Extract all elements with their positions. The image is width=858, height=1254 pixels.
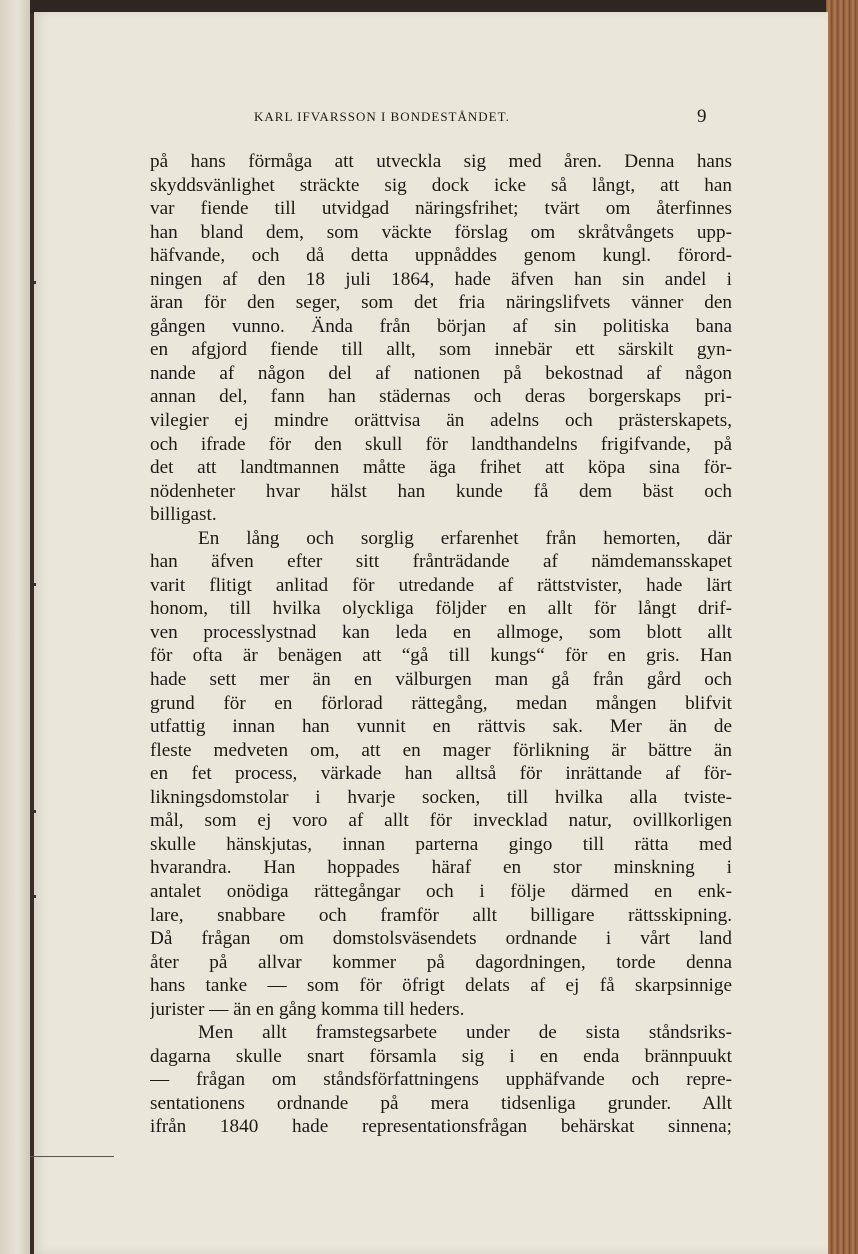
text-line: och ifrade för den skull för landthandelns frigifvande, på xyxy=(150,433,732,455)
text-line: häfvande, och då detta uppnåddes genom kungl. förord- xyxy=(150,245,732,267)
running-head: KARL IFVARSSON I BONDESTÅNDET. xyxy=(254,109,510,124)
text-line: antalet onödiga rättegångar och i följe därmed en enk- xyxy=(150,880,732,902)
text-line: — frågan om ståndsförfattningens upphäfvande och repre- xyxy=(150,1069,732,1091)
text-line: mål, som ej voro af allt för invecklad natur, ovillkorligen xyxy=(150,810,732,832)
text-line: en fet process, värkade han alltså för inrättande af för- xyxy=(150,763,732,785)
text-line: skyddsvänlighet sträckte sig dock icke så långt, att han xyxy=(150,174,732,196)
text-line: hans tanke — som för öfrigt delats af ej få skarpsinnige xyxy=(150,975,732,997)
text-line: det att landtmannen måtte äga frihet att köpa sina för- xyxy=(150,457,732,479)
text-line: på hans förmåga att utveckla sig med åren. Denna hans xyxy=(150,151,732,172)
text-line: nande af någon del af nationen på bekostnad af någon xyxy=(150,362,732,384)
text-line: skulle hänskjutas, innan parterna gingo till rätta med xyxy=(150,833,732,855)
text-line: likningsdomstolar i hvarje socken, till hvilka alla tviste- xyxy=(150,786,732,808)
text-line: ven processlystnad kan leda en allmoge, som blott allt xyxy=(150,621,732,643)
text-line: hvarandra. Han hoppades häraf en stor minskning i xyxy=(150,857,732,879)
text-line: han äfven efter sitt frånträdande af nämdemansskapet xyxy=(150,551,732,573)
margin-speck xyxy=(32,583,36,586)
text-line: nödenheter hvar hälst han kunde få dem bäst och xyxy=(150,480,732,502)
text-line: Då frågan om domstolsväsendets ordnande i vårt land xyxy=(150,928,732,950)
text-line: vilegier ej mindre orättvisa än adelns och prästerskapets, xyxy=(150,410,732,432)
text-line: annan del, fann han städernas och deras borgerskaps pri- xyxy=(150,386,732,408)
text-line: fleste medveten om, att en mager förlikning är bättre än xyxy=(150,739,732,761)
text-line: äran för den seger, som det fria näringslifvets vänner den xyxy=(150,292,732,314)
body-text xyxy=(150,150,732,1139)
footer-rule xyxy=(30,1156,114,1157)
margin-speck xyxy=(32,895,36,898)
text-line: för ofta är benägen att “gå till kungs“ för en gris. Han xyxy=(150,645,732,667)
text-line: jurister — än en gång komma till heders. xyxy=(150,998,465,1020)
text-line: grund för en förlorad rättegång, medan mången blifvit xyxy=(150,692,732,714)
margin-speck xyxy=(32,281,36,284)
text-line: han bland dem, som väckte förslag om skråtvångets upp- xyxy=(150,221,732,243)
text-line: En lång och sorglig erfarenhet från hemorten, där xyxy=(198,527,732,549)
text-line: dagarna skulle snart församla sig i en enda brännpuukt xyxy=(150,1045,732,1067)
text-line: lare, snabbare och framför allt billigare rättsskipning. xyxy=(150,904,732,926)
text-line: billigast. xyxy=(150,504,217,526)
book-fore-edge xyxy=(826,0,858,1254)
text-line: åter på allvar kommer på dagordningen, torde denna xyxy=(150,951,732,973)
text-line: honom, till hvilka olyckliga följder en allt för långt drif- xyxy=(150,598,732,620)
facing-page-edge xyxy=(0,0,30,1254)
text-line: ifrån 1840 hade representationsfrågan behärskat sinnena; xyxy=(150,1116,732,1138)
margin-speck xyxy=(32,810,36,813)
page-number: 9 xyxy=(697,106,707,127)
text-line: var fiende till utvidgad näringsfrihet; tvärt om återfinnes xyxy=(150,198,732,220)
text-line: varit flitigt anlitad för utredande af rättstvister, hade lärt xyxy=(150,574,732,596)
text-line: sentationens ordnande på mera tidsenliga grunder. Allt xyxy=(150,1092,732,1114)
text-line: ningen af den 18 juli 1864, hade äfven han sin andel i xyxy=(150,268,732,290)
text-line: gången vunno. Ända från början af sin politiska bana xyxy=(150,315,732,337)
text-line: utfattig innan han vunnit en rättvis sak. Mer än de xyxy=(150,716,732,738)
book-page xyxy=(34,12,828,1254)
text-line: hade sett mer än en välburgen man gå från gård och xyxy=(150,669,732,691)
text-line: en afgjord fiende till allt, som innebär ett särskilt gyn- xyxy=(150,339,732,361)
text-line: Men allt framstegsarbete under de sista ståndsriks- xyxy=(198,1022,732,1044)
